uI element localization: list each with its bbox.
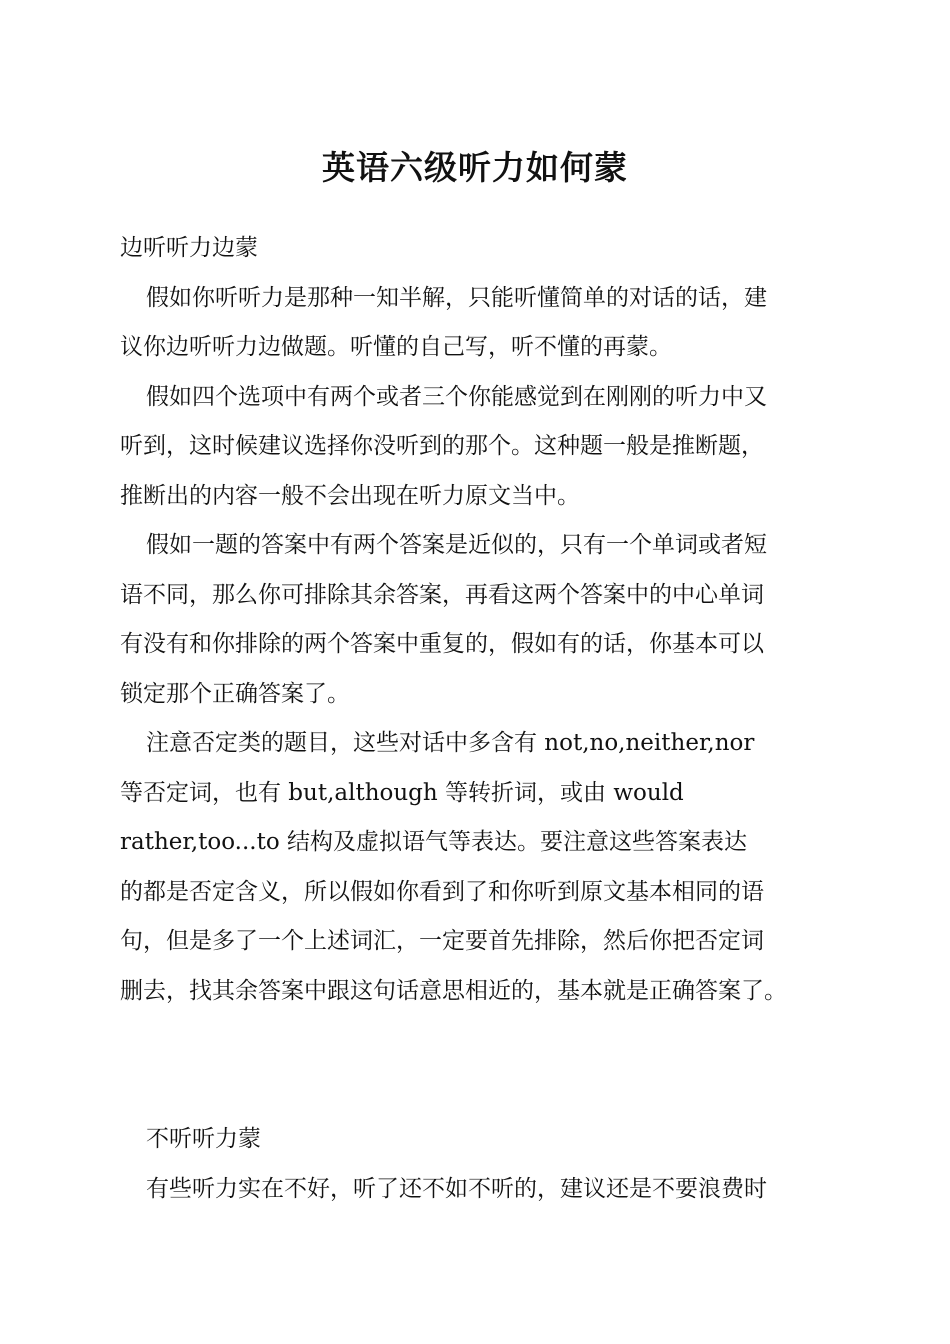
text-line: rather,too...to 结构及虚拟语气等表达。要注意这些答案表达 <box>120 829 748 855</box>
document-title: 英语六级听力如何蒙 <box>322 148 628 187</box>
text-line: 注意否定类的题目，这些对话中多含有 not,no,neither,nor <box>146 730 755 756</box>
text-line: 边听听力边蒙 <box>120 235 258 261</box>
text-line: 议你边听听力边做题。听懂的自己写，听不懂的再蒙。 <box>120 334 672 360</box>
text-line: 的都是否定含义，所以假如你看到了和你听到原文基本相同的语 <box>120 878 764 905</box>
text-line: 推断出的内容一般不会出现在听力原文当中。 <box>120 482 580 509</box>
text-line: 听到，这时候建议选择你没听到的那个。这种题一般是推断题， <box>120 433 764 459</box>
text-line: 假如一题的答案中有两个答案是近似的，只有一个单词或者短 <box>146 532 767 558</box>
paragraph-gap <box>120 1016 836 1115</box>
text-line: 不听听力蒙 <box>146 1126 261 1152</box>
text-line: 假如你听听力是那种一知半解，只能听懂简单的对话的话，建 <box>146 284 767 311</box>
text-line: 语不同，那么你可排除其余答案，再看这两个答案中的中心单词 <box>120 581 764 608</box>
text-line: 锁定那个正确答案了。 <box>120 680 350 707</box>
text-line: 等否定词，也有 but,although 等转折词，或由 would <box>120 779 684 806</box>
text-line: 有没有和你排除的两个答案中重复的，假如有的话，你基本可以 <box>120 631 764 657</box>
text-line: 假如四个选项中有两个或者三个你能感觉到在刚刚的听力中又 <box>146 383 767 410</box>
document-body <box>120 224 836 1214</box>
text-line: 句，但是多了一个上述词汇，一定要首先排除，然后你把否定词 <box>120 928 764 954</box>
text-line: 删去，找其余答案中跟这句话意思相近的，基本就是正确答案了。 <box>120 977 787 1004</box>
text-line: 有些听力实在不好，听了还不如不听的，建议还是不要浪费时 <box>146 1175 767 1202</box>
